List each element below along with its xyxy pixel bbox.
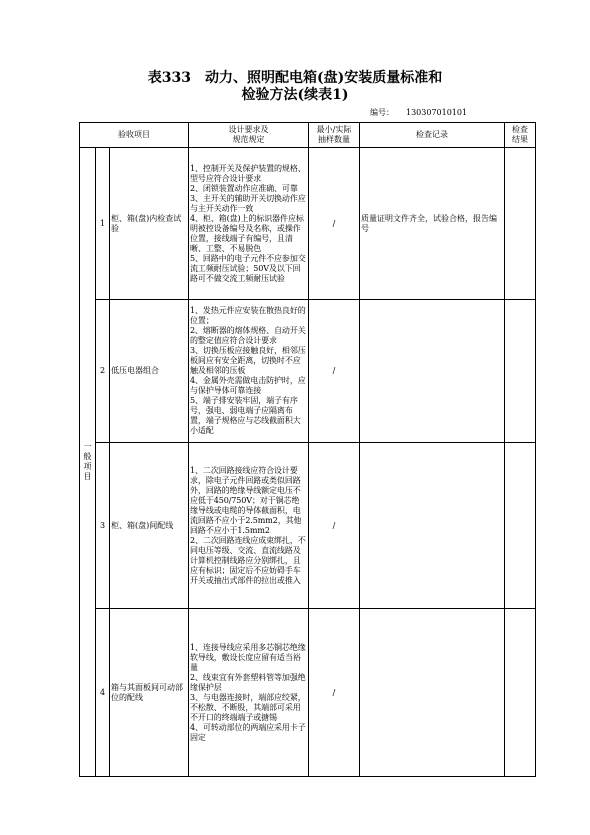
row-item-name: 柜、箱(盘)内检查试验 [110, 148, 189, 300]
table-row [80, 443, 536, 609]
row-number: 4 [96, 609, 110, 777]
row-qty: / [309, 148, 360, 300]
doc-no-label: 编号： [370, 108, 394, 117]
header-result: 检查 结果 [505, 123, 536, 148]
row-number: 2 [96, 300, 110, 443]
table-row [80, 609, 536, 777]
doc-no-value: 130307010101 [406, 108, 468, 117]
row-record-text: 质量证明文件齐全，试验合格，报告编号 [361, 213, 498, 233]
table-row [80, 300, 536, 443]
row-spec [189, 300, 309, 443]
document-number [370, 108, 479, 118]
row-item-name: 箱与其面板间可动部位的配线 [110, 609, 189, 777]
header-qty: 最小/实际 抽样数量 [309, 123, 360, 148]
row-item-name: 柜、箱(盘)间配线 [110, 443, 189, 609]
row-number: 3 [96, 443, 110, 609]
table-header-row [80, 123, 536, 148]
row-record [360, 148, 505, 300]
row-spec [189, 609, 309, 777]
page-subtitle: 检验方法(续表1) [241, 87, 349, 103]
row-record [360, 609, 505, 777]
row-number: 1 [96, 148, 110, 300]
row-qty: / [309, 300, 360, 443]
header-item: 验收项目 [80, 123, 189, 148]
table-row [80, 148, 536, 300]
row-spec [189, 148, 309, 300]
row-spec-text: 1、发热元件应安装在散热良好的位置； 2、熔断器的熔体规格、自动开关的整定值应符合设计要求 3、切换压板应接触良好，相邻压板间应有安全距离，切换时不应触及相邻的压板 4、金属外壳需做电击防护时，应与保护导体可靠连接 5、端子排安装牢固，端子有序号，强电、弱电端子应隔离布置，端子规格应与芯线截面积大小适配 [190, 306, 306, 435]
row-spec-text: 1、二次回路接线应符合设计要求，除电子元件回路或类似回路外，回路的绝缘导线额定电压不应低于450/750V；对于铜芯绝缘导线或电缆的导体截面积，电流回路不应小于2.5mm2，其他回路不应小于1.5mm2 2、二次回路连线应成束绑扎，不同电压等级、交流、直流线路及计算机控制线路应分别绑扎，且应有标识；固定后不应妨碍手车开关或抽出式部件的拉出或推入 [190, 465, 306, 585]
row-result [505, 148, 536, 300]
header-record: 检查记录 [360, 123, 505, 148]
row-item-name: 低压电器组合 [110, 300, 189, 443]
row-result [505, 609, 536, 777]
category-label: 一般项目 [83, 442, 92, 481]
row-qty: / [309, 443, 360, 609]
page-title: 表333 动力、照明配电箱(盘)安装质量标准和 [147, 70, 443, 86]
row-spec-text: 1、连接导线应采用多芯铜芯绝缘软导线，敷设长度应留有适当裕量 2、线束宜有外套塑料管等加强绝缘保护层 3、与电器连接时，端部应绞紧，不松散、不断股，其端部可采用不开口的终端端子或搪锡 4、可转动部位的两端应采用卡子固定 [190, 642, 306, 742]
header-spec: 设计要求及 规范规定 [189, 123, 309, 148]
row-qty: / [309, 609, 360, 777]
row-result [505, 443, 536, 609]
category-cell [80, 148, 96, 777]
row-record [360, 443, 505, 609]
inspection-table [79, 122, 536, 777]
row-spec-text: 1、控制开关及保护装置的规格、型号应符合设计要求 2、闭锁装置动作应准确、可靠 3、主开关的辅助开关切换动作应与主开关动作一致 4、柜、箱(盘)上的标识器件应标明被控设备编号及名称，或操作位置，接线端子有编号，且清晰、工整、不易脱色 5、回路中的电子元件不应参加交流工频耐压试验；50V及以下回路可不做交流工频耐压试验 [190, 163, 306, 283]
row-spec [189, 443, 309, 609]
row-result [505, 300, 536, 443]
row-record [360, 300, 505, 443]
